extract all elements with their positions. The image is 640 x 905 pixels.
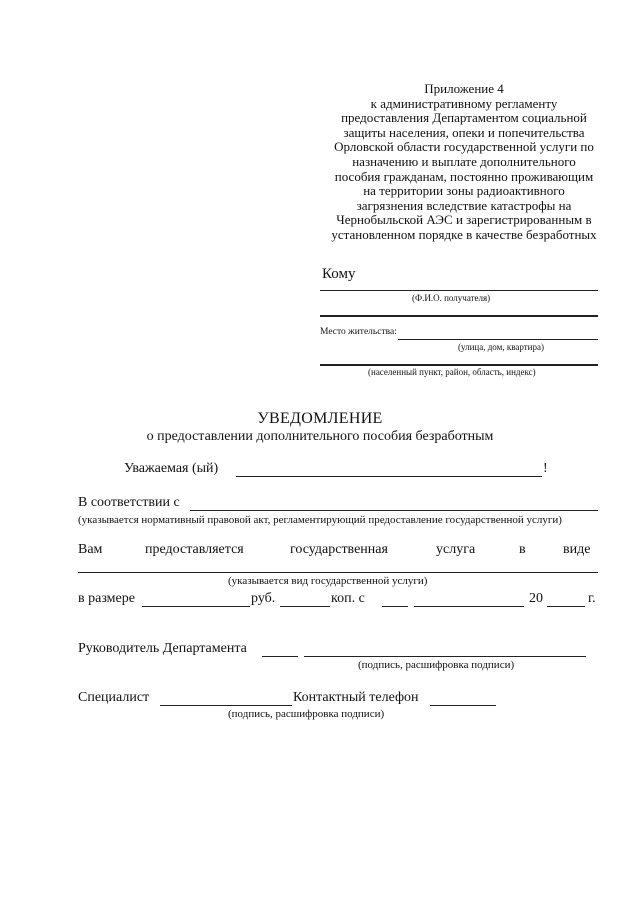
appendix-line: Орловской области государственной услуги по — [334, 139, 594, 155]
notice-subtitle: о предоставлении дополнительного пособия безработным — [146, 429, 494, 444]
greeting-name-line[interactable] — [236, 476, 542, 477]
service-caption: (указывается вид государственной услуги) — [228, 575, 428, 587]
accordance-caption: (указывается нормативный правовой акт, регламентирующий предоставление государственной услуги) — [78, 514, 562, 526]
service-type-line[interactable] — [78, 572, 598, 573]
kop-label: коп. с — [331, 591, 365, 606]
date-day-line[interactable] — [382, 606, 408, 607]
specialist-caption: (подпись, расшифровка подписи) — [228, 708, 385, 720]
provided-word: виде — [563, 542, 591, 557]
amount-label: в размере — [78, 591, 135, 606]
notice-title: УВЕДОМЛЕНИЕ — [257, 410, 383, 427]
appendix-line: назначению и выплате дополнительного — [352, 153, 576, 169]
rub-label: руб. — [251, 591, 276, 606]
greeting-label: Уважаемая (ый) — [124, 461, 219, 476]
appendix-line: загрязнения вследствие катастрофы на — [356, 197, 572, 213]
specialist-label: Специалист — [78, 690, 150, 705]
appendix-line: на территории зоны радиоактивного — [363, 183, 565, 199]
head-name-line[interactable] — [304, 656, 586, 657]
accordance-act-line[interactable] — [190, 510, 598, 511]
to-label: Кому — [322, 266, 356, 282]
year-prefix: 20 — [529, 591, 543, 606]
provided-word: государственная — [290, 542, 388, 557]
date-month-line[interactable] — [414, 606, 524, 607]
accordance-label: В соответствии с — [78, 495, 180, 510]
year-line[interactable] — [547, 606, 585, 607]
recipient-divider — [320, 315, 598, 317]
head-signature-line[interactable] — [262, 656, 298, 657]
head-caption: (подпись, расшифровка подписи) — [358, 659, 515, 671]
locality-caption: (населенный пункт, район, область, индекс) — [368, 367, 536, 377]
provided-word: предоставляется — [145, 542, 244, 557]
fio-line[interactable] — [320, 290, 598, 291]
appendix-line: предоставления Департаментом социальной — [341, 110, 587, 126]
street-caption: (улица, дом, квартира) — [458, 342, 544, 352]
phone-line[interactable] — [430, 705, 496, 706]
provided-word: услуга — [436, 542, 476, 557]
residence-label: Место жительства: — [320, 327, 397, 337]
head-label: Руководитель Департамента — [78, 641, 247, 656]
appendix-line: Приложение 4 — [424, 81, 504, 96]
greeting-end: ! — [543, 461, 548, 476]
appendix-line: Чернобыльской АЭС и зарегистрированным в — [336, 212, 592, 228]
phone-label: Контактный телефон — [293, 690, 419, 705]
residence-street-line[interactable] — [398, 339, 598, 340]
kop-amount-line[interactable] — [280, 606, 330, 607]
appendix-line: пособия гражданам, постоянно проживающим — [334, 168, 594, 184]
rub-amount-line[interactable] — [142, 606, 250, 607]
fio-caption: (Ф.И.О. получателя) — [412, 293, 491, 303]
year-suffix: г. — [588, 591, 596, 606]
specialist-signature-line[interactable] — [160, 705, 292, 706]
appendix-line: к административному регламенту — [370, 95, 558, 111]
appendix-line: установленном порядке в качестве безработных — [331, 226, 597, 242]
appendix-line: защиты населения, опеки и попечительства — [343, 124, 585, 140]
residence-locality-line[interactable] — [320, 364, 598, 366]
appendix-header — [318, 82, 610, 243]
provided-word: в — [519, 542, 526, 557]
provided-word: Вам — [78, 542, 103, 557]
